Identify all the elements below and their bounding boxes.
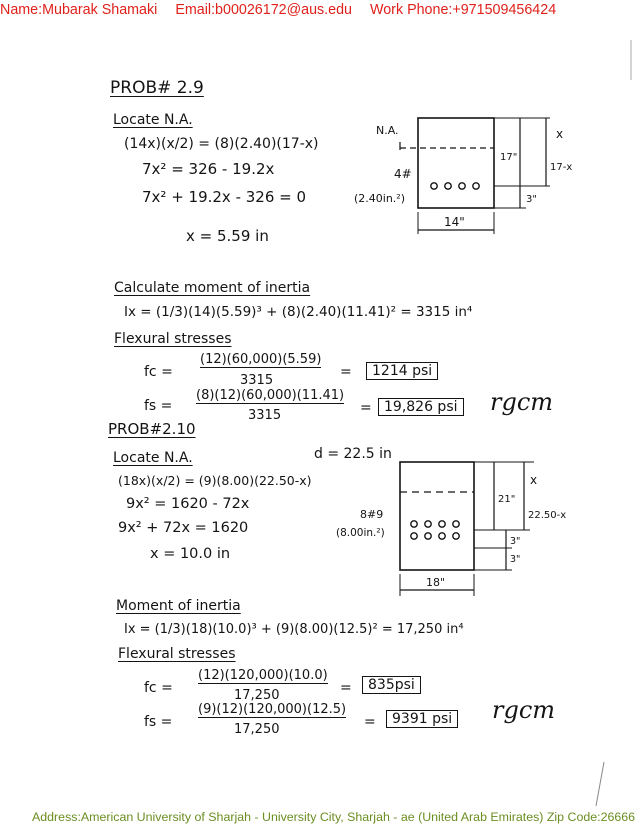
beam-section-figure-29 — [350, 112, 580, 252]
prob29-eq2: 7x² = 326 - 19.2x — [142, 160, 275, 178]
prob210-locate-title: Locate N.A. — [113, 450, 193, 466]
prob29-fs-result-box: 19,826 psi — [378, 398, 464, 416]
prob29-locate-title: Locate N.A. — [113, 112, 193, 128]
cover-label: 3" — [526, 194, 537, 205]
prob29-inertia-eq: Ix = (1/3)(14)(5.59)³ + (8)(2.40)(11.41)² = 3315 in⁴ — [124, 304, 473, 320]
remaining-depth-label: 17-x — [550, 162, 573, 173]
beam-outline — [400, 462, 474, 570]
prob210-d-value: d = 22.5 in — [314, 446, 392, 462]
prob29-title: PROB# 2.9 — [110, 78, 204, 98]
prob210-flex-title: Flexural stresses — [118, 646, 236, 662]
prob210-fc-result-box: 835psi — [362, 676, 421, 694]
prob29-fs-numerator: (8)(12)(60,000)(11.41) — [196, 388, 345, 403]
prob29-result-x: x = 5.59 in — [186, 227, 269, 245]
depth-label: 21" — [498, 494, 516, 505]
prob210-result-x: x = 10.0 in — [150, 546, 231, 562]
beam-section-figure-210 — [334, 456, 574, 606]
bar-size-label: 8#9 — [360, 508, 384, 521]
rebar-row — [431, 183, 479, 189]
prob29-flex-title: Flexural stresses — [114, 331, 232, 347]
prob210-fs-denominator: 17,250 — [234, 722, 280, 737]
spacing-label-1: 3" — [510, 536, 521, 547]
width-label: 18" — [426, 576, 446, 589]
bar-size-label: 4# — [394, 167, 412, 181]
prob29-inertia-title: Calculate moment of inertia — [114, 280, 311, 296]
prob210-fc-label: fc = — [144, 680, 173, 696]
na-label: N.A. — [376, 124, 399, 137]
rebar-rows — [411, 521, 459, 539]
prob29-fs-denominator: 3315 — [248, 408, 282, 423]
width-label: 14" — [444, 215, 465, 229]
bar-area-label: (8.00in.²) — [336, 527, 385, 539]
x-dim-label: x — [556, 127, 564, 141]
prob210-fs-numerator: (9)(12)(120,000)(12.5) — [198, 702, 347, 717]
margin-stroke — [590, 760, 610, 810]
depth-label: 17" — [500, 152, 518, 163]
page-footer: Address:American University of Sharjah - University City, Sharjah - ae (United Arab Emirates) Zip Code:26666 — [32, 810, 636, 824]
prob29-fs-label: fs = — [144, 398, 173, 414]
spacing-label-2: 3" — [510, 554, 521, 565]
prob29-fc-result-box: 1214 psi — [366, 362, 438, 380]
header-name: Name:Mubarak Shamaki — [0, 2, 158, 18]
prob210-eq3: 9x² + 72x = 1620 — [118, 520, 249, 536]
prob29-fc-numerator: (12)(60,000)(5.59) — [200, 352, 322, 367]
prob210-fc-denominator: 17,250 — [234, 688, 280, 703]
prob210-title: PROB#2.10 — [108, 420, 196, 438]
header-phone: Work Phone:+971509456424 — [370, 2, 557, 18]
page-edge-mark — [626, 40, 636, 80]
prob29-eq3: 7x² + 19.2x - 326 = 0 — [142, 188, 307, 206]
prob210-inertia-title: Moment of inertia — [116, 598, 241, 614]
signature-29: rgcm — [490, 388, 554, 416]
bar-area-label: (2.40in.²) — [354, 192, 406, 205]
prob29-fc-denominator: 3315 — [240, 373, 274, 388]
prob210-eq2: 9x² = 1620 - 72x — [126, 496, 250, 512]
prob29-fc-label: fc = — [144, 364, 173, 380]
prob210-inertia-eq: Ix = (1/3)(18)(10.0)³ + (9)(8.00)(12.5)² = 17,250 in⁴ — [124, 622, 464, 637]
x-dim-label: x — [530, 473, 538, 487]
prob210-fs-label: fs = — [144, 714, 173, 730]
beam-outline — [418, 118, 494, 208]
remaining-depth-label: 22.50-x — [528, 510, 567, 521]
prob210-fs-result-box: 9391 psi — [386, 710, 458, 728]
header-email[interactable]: Email:b00026172@aus.edu — [175, 2, 353, 18]
prob210-eq1: (18x)(x/2) = (9)(8.00)(22.50-x) — [118, 473, 312, 488]
signature-210: rgcm — [492, 696, 556, 724]
page-header — [0, 2, 638, 24]
prob29-eq1: (14x)(x/2) = (8)(2.40)(17-x) — [124, 136, 319, 152]
prob210-fc-numerator: (12)(120,000)(10.0) — [198, 668, 328, 683]
